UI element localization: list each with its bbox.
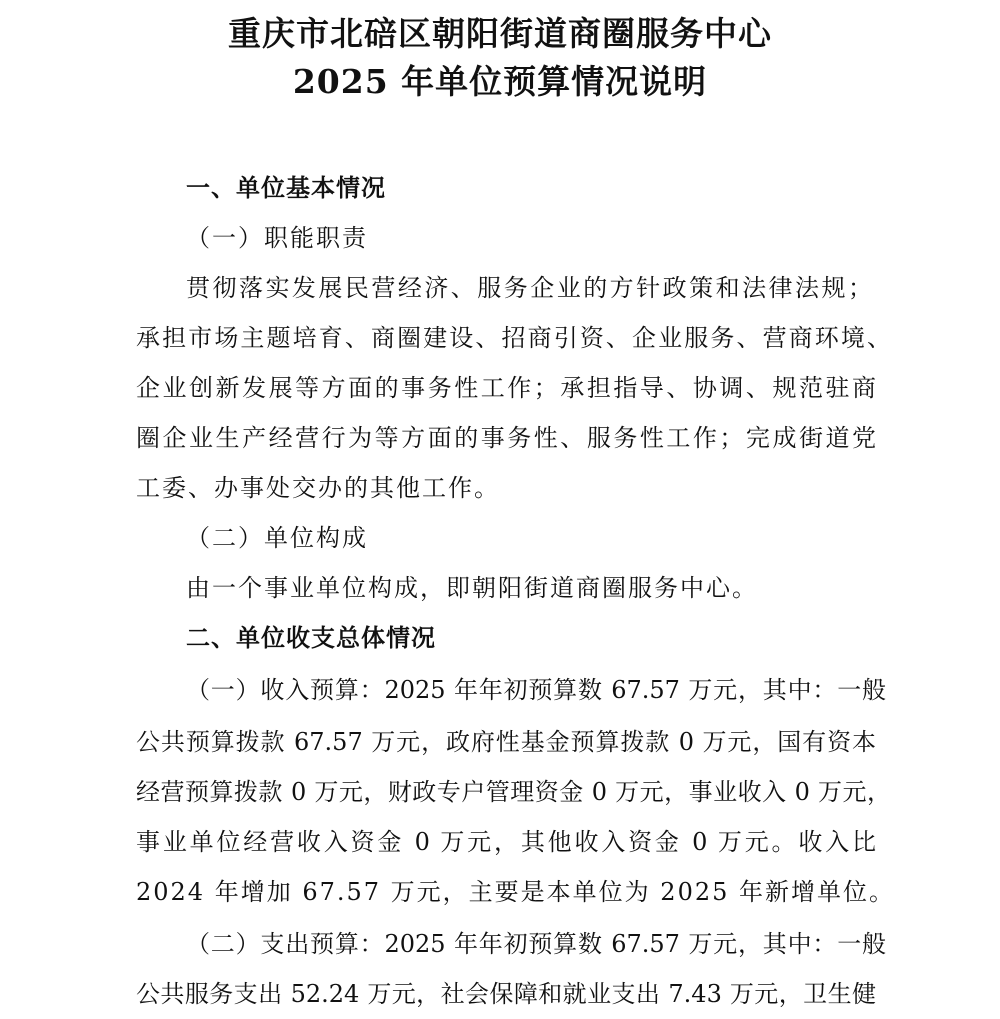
paragraph-line: 承担市场主题培育、商圈建设、招商引资、企业服务、营商环境、: [136, 324, 891, 352]
section-heading-overall: 二、单位收支总体情况: [186, 623, 436, 652]
paragraph-line: 经营预算拨款 0 万元，财政专户管理资金 0 万元，事业收入 0 万元，: [136, 778, 891, 806]
paragraph-line: 公共预算拨款 67.57 万元，政府性基金预算拨款 0 万元，国有资本: [136, 728, 876, 756]
paragraph-line: 由一个事业单位构成，即朝阳街道商圈服务中心。: [186, 574, 758, 602]
paragraph-line: 圈企业生产经营行为等方面的事务性、服务性工作；完成街道党: [136, 424, 876, 452]
document-title-line2: 2025 年单位预算情况说明: [292, 62, 708, 101]
paragraph-line: 2024 年增加 67.57 万元，主要是本单位为 2025 年新增单位。: [136, 878, 896, 906]
paragraph-line: （二）支出预算：2025 年年初预算数 67.57 万元，其中：一般: [186, 930, 886, 958]
paragraph-line: 事业单位经营收入资金 0 万元，其他收入资金 0 万元。收入比: [136, 828, 876, 856]
document-title-line1: 重庆市北碚区朝阳街道商圈服务中心: [228, 14, 772, 53]
paragraph-line: 公共服务支出 52.24 万元，社会保障和就业支出 7.43 万元，卫生健: [136, 980, 876, 1008]
paragraph-line: 贯彻落实发展民营经济、服务企业的方针政策和法律法规；: [186, 274, 872, 302]
subsection-heading-composition: （二）单位构成: [186, 524, 368, 552]
paragraph-line: （一）收入预算：2025 年年初预算数 67.57 万元，其中：一般: [186, 676, 886, 704]
paragraph-line: 企业创新发展等方面的事务性工作；承担指导、协调、规范驻商: [136, 374, 876, 402]
paragraph-line: 工委、办事处交办的其他工作。: [136, 474, 500, 502]
section-heading-basic-info: 一、单位基本情况: [186, 173, 386, 202]
subsection-heading-duties: （一）职能职责: [186, 224, 368, 252]
